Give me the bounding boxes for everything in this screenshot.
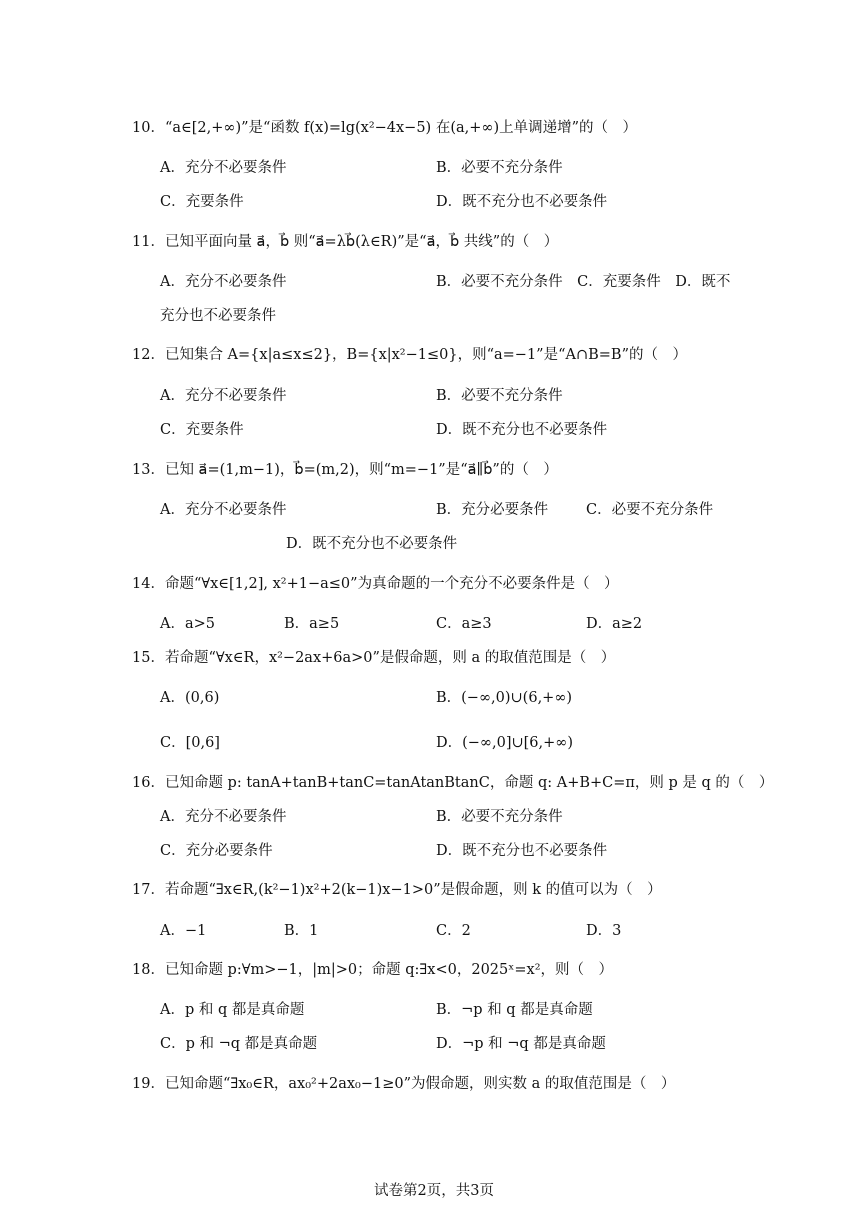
- q17-option-b: B．1: [284, 923, 319, 939]
- question-15-stem: 15．若命题“∀x∈R，x²−2ax+6a>0”是假命题，则 a 的取值范围是（ ）: [132, 650, 616, 666]
- q17-option-c: C．2: [436, 923, 471, 939]
- q13-option-d: D．既不充分也不必要条件: [286, 536, 458, 552]
- q13-option-a: A．充分不必要条件: [160, 502, 287, 518]
- q16-option-c: C．充分必要条件: [160, 843, 273, 859]
- q13-option-b: B．充分必要条件: [436, 502, 549, 518]
- q16-option-a: A．充分不必要条件: [160, 809, 287, 825]
- question-12-stem: 12．已知集合 A={x|a≤x≤2}，B={x|x²−1≤0}，则“a=−1”是“A∩B=B”的（ ）: [132, 347, 687, 363]
- q12-option-c: C．充要条件: [160, 422, 244, 438]
- q12-option-d: D．既不充分也不必要条件: [436, 422, 608, 438]
- q18-option-b: B．¬p 和 q 都是真命题: [436, 1002, 593, 1018]
- q16-option-d: D．既不充分也不必要条件: [436, 843, 608, 859]
- q11-option-d-continued: 充分也不必要条件: [160, 308, 276, 324]
- page-footer: 试卷第2页，共3页: [374, 1183, 494, 1199]
- q15-option-d: D．(−∞,0]∪[6,+∞): [436, 735, 574, 751]
- question-18-stem: 18．已知命题 p:∀m>−1，|m|>0；命题 q:∃x<0，2025ˣ=x²，则（ ）: [132, 962, 614, 978]
- q10-option-b: B．必要不充分条件: [436, 160, 563, 176]
- q12-option-a: A．充分不必要条件: [160, 388, 287, 404]
- q18-option-c: C．p 和 ¬q 都是真命题: [160, 1036, 318, 1052]
- q14-option-d: D．a≥2: [586, 616, 643, 632]
- q15-option-a: A．(0,6): [160, 690, 220, 706]
- q16-option-b: B．必要不充分条件: [436, 809, 563, 825]
- q17-option-a: A．−1: [160, 923, 207, 939]
- question-10-stem: 10．“a∈[2,+∞)”是“函数 f(x)=lg(x²−4x−5) 在(a,+∞)上单调递增”的（ ）: [132, 120, 638, 136]
- question-11-stem: 11．已知平面向量 a⃗，b⃗ 则“a⃗=λb⃗(λ∈R)”是“a⃗，b⃗ 共线”的（ ）: [132, 234, 559, 250]
- q11-option-a: A．充分不必要条件: [160, 274, 287, 290]
- q14-option-a: A．a>5: [160, 616, 215, 632]
- question-14-stem: 14．命题“∀x∈[1,2], x²+1−a≤0”为真命题的一个充分不必要条件是（ ）: [132, 576, 619, 592]
- q10-option-c: C．充要条件: [160, 194, 244, 210]
- question-19-stem: 19．已知命题“∃x₀∈R，ax₀²+2ax₀−1≥0”为假命题，则实数 a 的取值范围是（ ）: [132, 1076, 676, 1092]
- q12-option-b: B．必要不充分条件: [436, 388, 563, 404]
- q13-option-c: C．必要不充分条件: [586, 502, 714, 518]
- question-13-stem: 13．已知 a⃗=(1,m−1)，b⃗=(m,2)，则“m=−1”是“a⃗∥b⃗”的（ ）: [132, 462, 558, 478]
- q18-option-d: D．¬p 和 ¬q 都是真命题: [436, 1036, 606, 1052]
- q10-option-a: A．充分不必要条件: [160, 160, 287, 176]
- q10-option-d: D．既不充分也不必要条件: [436, 194, 608, 210]
- q17-option-d: D．3: [586, 923, 622, 939]
- question-17-stem: 17．若命题“∃x∈R,(k²−1)x²+2(k−1)x−1>0”是假命题，则 k 的值可以为（ ）: [132, 882, 662, 898]
- q15-option-b: B．(−∞,0)∪(6,+∞): [436, 690, 573, 706]
- question-16-stem: 16．已知命题 p: tanA+tanB+tanC=tanAtanBtanC，命题 q: A+B+C=π，则 p 是 q 的（ ）: [132, 775, 774, 791]
- q14-option-c: C．a≥3: [436, 616, 492, 632]
- q18-option-a: A．p 和 q 都是真命题: [160, 1002, 305, 1018]
- q11-options-bcd: B．必要不充分条件 C．充要条件 D．既不: [436, 274, 731, 290]
- q14-option-b: B．a≥5: [284, 616, 340, 632]
- q15-option-c: C．[0,6]: [160, 735, 220, 751]
